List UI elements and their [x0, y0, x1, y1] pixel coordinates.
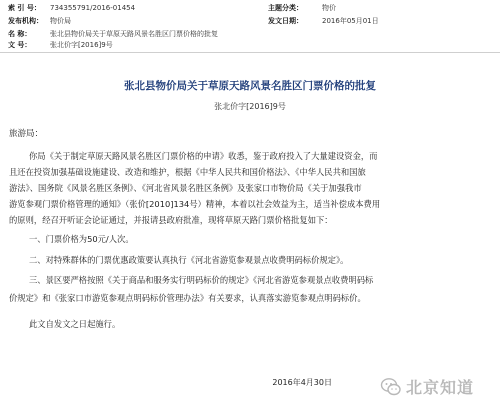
watermark — [380, 372, 498, 402]
body-line: 游览参观门票价格管理的通知》（张价[2010]134号）精神，本着以社会效益为主，适当补偿成本费用 — [9, 199, 381, 209]
docno-label: 文 号： — [8, 41, 32, 49]
docno-value: 张北价字[2016]9号 — [50, 41, 113, 49]
document-number: 张北价字[2016]9号 — [214, 102, 286, 111]
document-metadata — [0, 0, 500, 53]
wechat-icon — [380, 376, 402, 398]
body-line: 且还在投资加强基础设施建设、改造和维护，根据《中华人民共和国价格法》、《中华人民共和国旅 — [9, 167, 366, 177]
name-label: 名 称： — [8, 30, 32, 38]
body-line: 游法》、国务院《风景名胜区条例》、《河北省风景名胜区条例》及张家口市物价局《关于加强我市 — [9, 183, 362, 193]
effective-note: 此文自发文之日起施行。 — [29, 319, 121, 329]
body-line: 你局《关于制定草原天路风景名胜区门票价格的申请》收悉，鉴于政府投入了大量建设资金，而 — [29, 151, 378, 161]
org-value: 物价局 — [50, 17, 71, 25]
category-value: 物价 — [322, 4, 336, 12]
meta-row-org — [0, 15, 500, 28]
date-label: 发文日期： — [268, 17, 303, 25]
meta-row-docno — [0, 39, 500, 52]
clause-1: 一、门票价格为50元/人次。 — [29, 234, 134, 244]
signature-date: 2016年4月30日 — [272, 378, 332, 387]
body-line: 的原则，经召开听证会论证通过，并报请县政府批准，现将草原天路门票价格批复如下： — [9, 215, 333, 225]
addressee: 旅游局： — [9, 129, 44, 139]
clause-3: 三、景区要严格按照《关于商品和服务实行明码标价的规定》《河北省游览参观景点收费明码标 — [29, 275, 374, 285]
name-value: 张北县物价局关于草原天路风景名胜区门票价格的批复 — [50, 30, 218, 38]
clause-2: 二、对特殊群体的门票优惠政策要认真执行《河北省游览参观景点收费明码标价规定》。 — [29, 255, 349, 265]
meta-row-index — [0, 2, 500, 15]
watermark-text: 北京知道 — [406, 378, 475, 397]
index-value: 734355791/2016-01454 — [50, 4, 136, 12]
org-label: 发布机构： — [8, 17, 43, 25]
category-label: 主题分类： — [268, 4, 303, 12]
date-value: 2016年05月01日 — [322, 17, 379, 25]
document-title: 张北县物价局关于草原天路风景名胜区门票价格的批复 — [124, 80, 376, 92]
index-label: 索 引 号： — [8, 4, 41, 12]
clause-3-cont: 价规定》和《张家口市游览参观点明码标价管理办法》有关要求，认真落实游览参观点明码标价。 — [9, 293, 366, 303]
